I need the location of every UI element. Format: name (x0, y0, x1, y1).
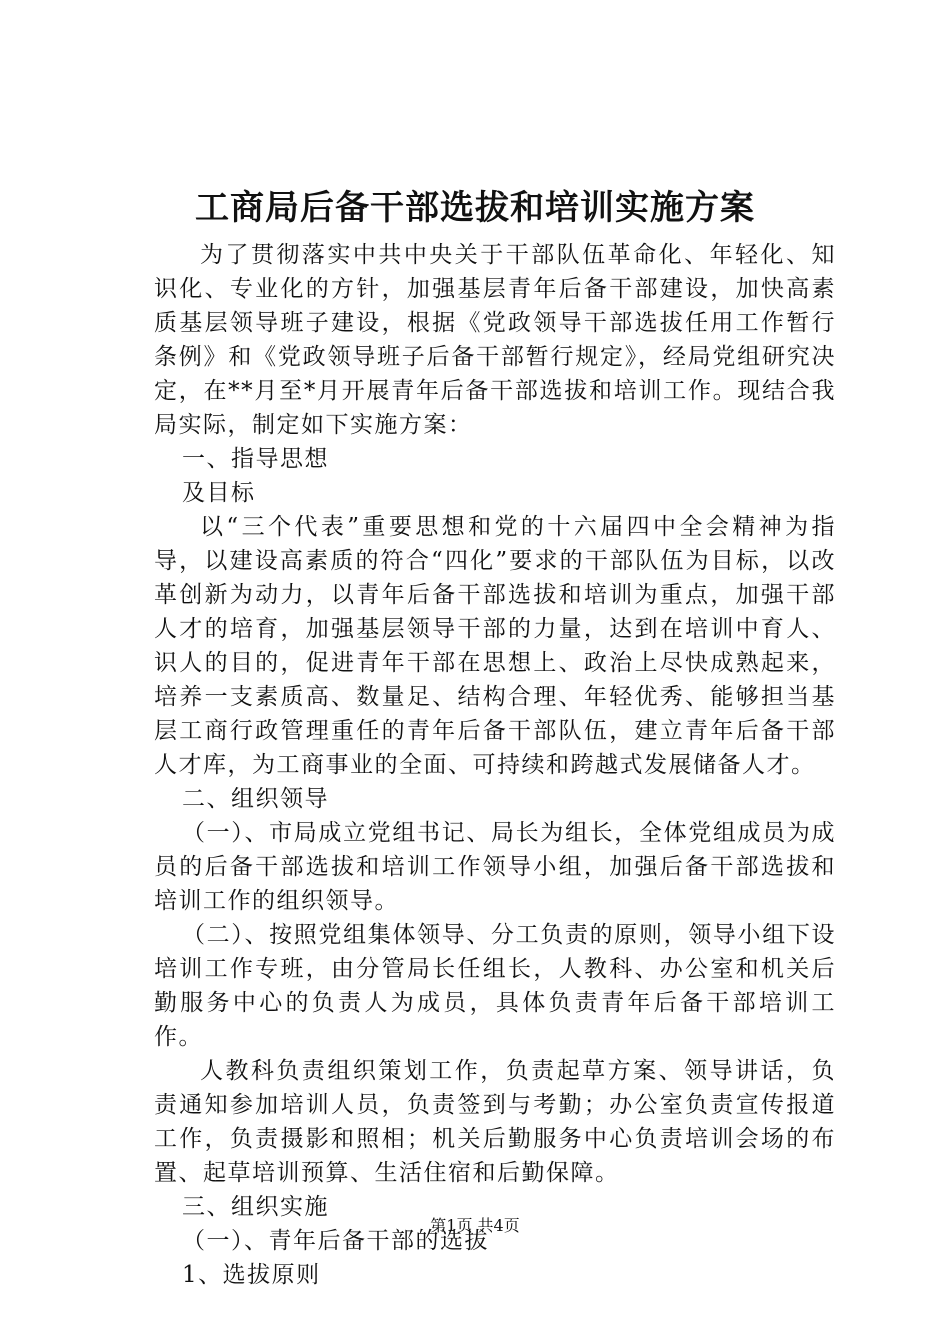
paragraph-leadership-2: （二）、按照党组集体领导、分工负责的原则，领导小组下设培训工作专班，由分管局长任组长，人教科、办公室和机关后勤服务中心的负责人为成员，具体负责青年后备干部培训工作。 (154, 922, 836, 1050)
section-heading-guiding-thought: 一、指导思想 (182, 446, 329, 472)
paragraph-responsibilities: 人教科负责组织策划工作，负责起草方案、领导讲话，负责通知参加培训人员，负责签到与考勤；办公室负责宣传报道工作，负责摄影和照相；机关后勤服务中心负责培训会场的布置、起草培训预算、生活住宿和后勤保障。 (154, 1058, 836, 1186)
paragraph-leadership-1: （一）、市局成立党组书记、局长为组长，全体党组成员为成员的后备干部选拔和培训工作领导小组，加强后备干部选拔和培训工作的组织领导。 (154, 820, 836, 914)
section-heading-implementation: 三、组织实施 (182, 1194, 329, 1220)
paragraph-intro: 为了贯彻落实中共中央关于干部队伍革命化、年轻化、知识化、专业化的方针，加强基层青年后备干部建设，加快高素质基层领导班子建设，根据《党政领导干部选拔任用工作暂行条例》和《党政领导班子后备干部暂行规定》，经局党组研究决定，在**月至*月开展青年后备干部选拔和培训工作。现结合我局实际，制定如下实施方案： (154, 242, 836, 438)
document-title: 工商局后备干部选拔和培训实施方案 (195, 188, 755, 228)
paragraph-goals: 以“三个代表”重要思想和党的十六届四中全会精神为指导，以建设高素质的符合“四化”要求的干部队伍为目标，以改革创新为动力，以青年后备干部选拔和培训为重点，加强干部人才的培育，加强基层领导干部的力量，达到在培训中育人、识人的目的，促进青年干部在思想上、政治上尽快成熟起来，培养一支素质高、数量足、结构合理、年轻优秀、能够担当基层工商行政管理重任的青年后备干部队伍，建立青年后备干部人才库，为工商事业的全面、可持续和跨越式发展储备人才。 (154, 514, 836, 778)
subsection-heading-selection: （一）、青年后备干部的选拔 (182, 1228, 489, 1254)
subsection-heading-principles: 1、选拔原则 (182, 1262, 321, 1288)
section-heading-leadership: 二、组织领导 (182, 786, 329, 812)
page-footer: 第1页 共4页 (430, 1216, 520, 1235)
document-body (154, 238, 836, 1292)
section-heading-goals: 及目标 (182, 480, 256, 506)
